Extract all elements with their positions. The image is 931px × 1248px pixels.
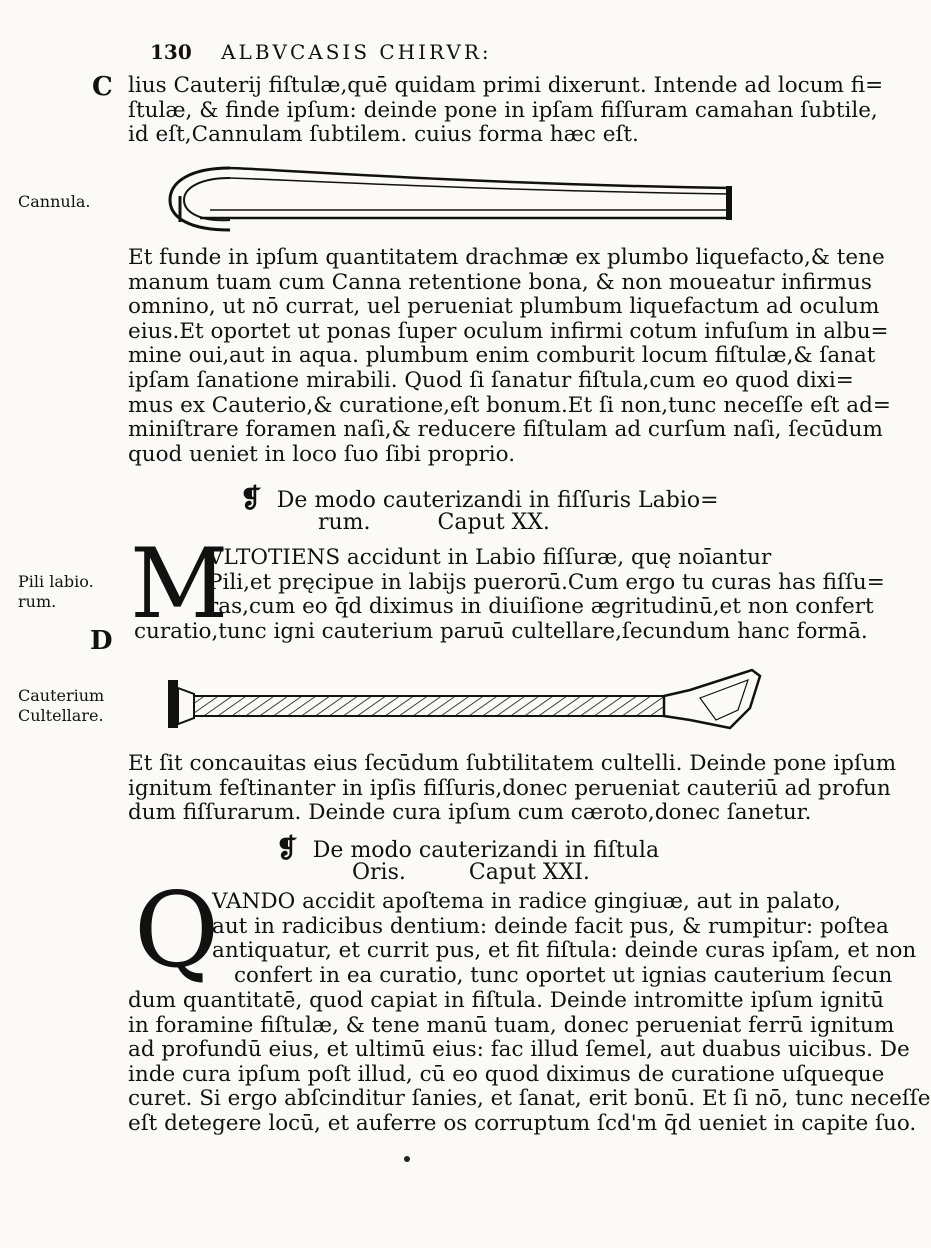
text-line: antiquatur, et currit pus, et fit fiſtula: deinde curas ipſam, et non [212,938,917,964]
text-line: eſt detegere locū, et auferre os corruptum ſcd'm q̄d ueniet in capite ſuo. [128,1110,917,1136]
margin-note-cauterium-cultellare [18,686,118,726]
running-title: ALBVCASIS CHIRVR: [221,40,492,64]
text-line: VANDO accidit apoſtema in radice gingiuæ, aut in palato, [212,889,842,914]
margin-note-line: Pili labio. [18,572,94,591]
text-line: mine oui,aut in aqua. plumbum enim comburit locum fiſtulæ,& ſanat [128,343,876,369]
page-number: 130 [150,40,192,64]
pilcrow-icon: ❡ [276,834,298,864]
chapter-number: Caput XXI. [468,860,590,885]
text-line: ipſam ſanatione mirabili. Quod ſi ſanatur fiſtula,cum eo quod dixi= [128,367,854,393]
margin-letter-c: C [92,72,113,102]
text-block-4 [128,751,897,826]
text-line: ſtulæ, & finde ipſum: deinde pone in ipſam fiſſuram camahan ſubtile, [128,97,878,123]
ornament-dot [404,1156,410,1162]
text-block-5-indented [212,889,917,964]
text-block-2 [128,245,891,467]
cauterium-cultellare-figure [160,668,770,748]
text-line: inde cura ipſum poſt illud, cū eo quod diximus de curatione uſqueque [128,1061,885,1087]
text-block-5-line4 [234,963,893,989]
chapter-heading-20-line2 [318,510,550,535]
text-line: ignitum feſtinanter in ipſis fiſſuris,donec perueniat cauteriū ad profun [128,775,891,801]
text-line: ras,cum eo q̄d diximus in diuiſione ægritudinū,et non confert [208,594,874,620]
text-line: in foramine fiſtulæ, & tene manū tuam, donec perueniat ferrū ignitum [128,1012,895,1038]
chapter-heading-21-line2 [352,860,590,885]
text-line: confert in ea curatio, tunc oportet ut ignias cauterium ſecun [234,963,893,988]
heading-line: De modo cauterizandi in fiſſuris Labio= [276,488,719,513]
chapter-number: Caput XX. [437,510,550,535]
text-line: dum fiſſurarum. Deinde cura ipſum cum cæroto,donec ſanetur. [128,800,812,826]
text-line: aut in radicibus dentium: deinde facit pus, & rumpitur: poſtea [212,913,889,939]
text-line: omnino, ut nō currat, uel perueniat plumbum liquefactum ad oculum [128,294,880,320]
text-block-5 [128,988,931,1137]
text-line: mus ex Cauterio,& curatione,eſt bonum.Et ſi non,tunc neceſſe eſt ad= [128,392,891,418]
text-line: dum quantitatē, quod capiat in fiſtula. Deinde intromitte ipſum ignitū [128,988,884,1013]
text-line: Et funde in ipſum quantitatem drachmæ ex plumbo liquefacto,& tene [128,245,885,270]
text-line: Pili,et pręcipue in labijs puerorū.Cum ergo tu curas has fiſſu= [208,569,885,595]
drop-cap-q: Q [134,869,220,991]
text-line: manum tuam cum Canna retentione bona, & non moueatur infirmus [128,269,872,295]
heading-word: Oris. [352,860,406,885]
text-line: lius Cauterij fiſtulæ,quē quidam primi dixerunt. Intende ad locum fi= [128,73,884,98]
text-line: curatio,tunc igni cauterium paruū cultellare,ſecundum hanc formā. [134,619,868,644]
margin-note-line: Cauterium [18,686,105,705]
text-line: Et ſit concauitas eius ſecūdum ſubtilitatem cultelli. Deinde pone ipſum [128,751,897,776]
text-block-3 [208,545,885,620]
text-line: curet. Si ergo abſcinditur ſanies, et ſanat, erit bonū. Et ſi nō, tunc neceſſe [128,1086,931,1112]
text-line: id eſt,Cannulam ſubtilem. cuius forma hæc eſt. [128,122,639,148]
text-line: miniſtrare foramen naſi,& reducere fiſtulam ad curſum naſi, ſecūdum [128,417,883,443]
page-header [150,40,770,64]
cannula-figure [170,160,740,238]
margin-note-pili-labiorum [18,572,118,612]
margin-letter-d: D [90,626,113,656]
text-line: quod ueniet in loco ſuo ſibi proprio. [128,441,516,467]
margin-note-line: rum. [18,592,57,611]
heading-word: rum. [318,510,371,535]
heading-line: De modo cauterizandi in fiſtula [312,838,660,863]
pilcrow-icon: ❡ [240,484,262,514]
margin-note-line: Cultellare. [18,706,104,725]
drop-cap-m: M [130,528,229,640]
text-line: ad profundū eius, et ultimū eius: fac illud ſemel, aut duabus uicibus. De [128,1037,910,1063]
text-block-3-last [134,619,868,645]
text-line: VLTOTIENS accidunt in Labio fiſſuræ, quę noīantur [208,545,772,570]
text-line: eius.Et oportet ut ponas ſuper oculum infirmi cotum infuſum in albu= [128,318,889,344]
margin-note-cannula: Cannula. [18,192,91,211]
text-block-1 [128,73,884,148]
